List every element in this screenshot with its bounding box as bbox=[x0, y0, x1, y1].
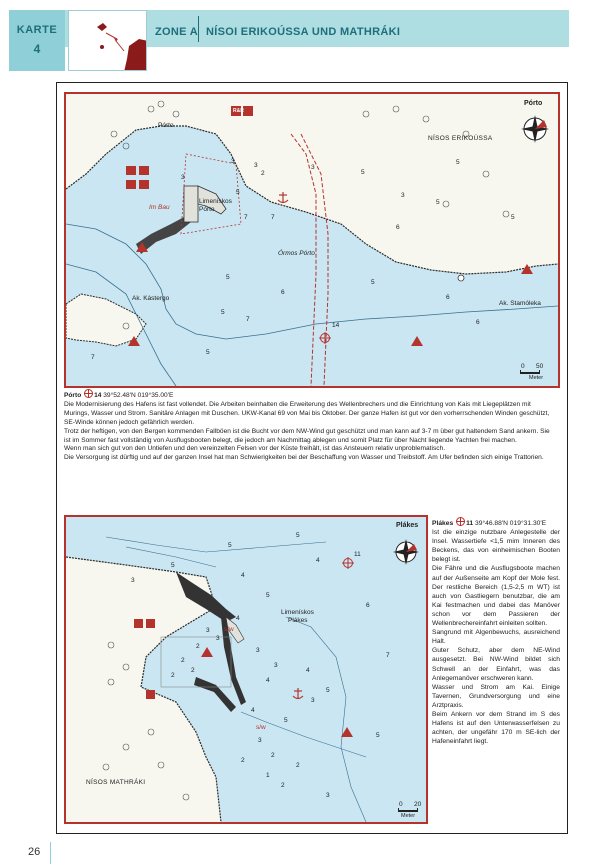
depth: 2 bbox=[171, 672, 175, 679]
plakes-harbour-map bbox=[64, 515, 428, 824]
depth: 2 bbox=[241, 757, 245, 764]
depth: 4 bbox=[316, 557, 320, 564]
depth: 5 bbox=[436, 199, 440, 206]
porto-text-para3: Wenn man sich gut von den Untiefen und den vereinzelten Felsen vor der Küste freihält, ist das Ansteuern relativ unproblematisch. bbox=[64, 445, 446, 453]
depth: 6 bbox=[366, 602, 370, 609]
label-im-bau: Im Bau bbox=[149, 204, 170, 211]
label-sign: R&R bbox=[233, 108, 244, 114]
karte-number: 4 bbox=[33, 42, 41, 56]
plakes-text-para5: Wasser und Strom am Kai. Einige Tavernen, Grundversorgung und eine Arztpraxis. bbox=[432, 683, 560, 709]
depth: 2 bbox=[261, 170, 265, 177]
depth: 7 bbox=[246, 316, 250, 323]
waypoint-icon bbox=[456, 517, 465, 526]
label-limeniskos-1: Limenískos bbox=[281, 609, 314, 616]
label-waypoint-11: 11 bbox=[354, 551, 361, 558]
page-number: 26 bbox=[28, 846, 41, 858]
depth: 5 bbox=[171, 562, 175, 569]
depth: 5 bbox=[266, 592, 270, 599]
porto-waypoint-number: 14 bbox=[94, 392, 102, 399]
karte-label: KARTE bbox=[16, 24, 58, 36]
depth: 6 bbox=[446, 294, 450, 301]
depth: 3 bbox=[254, 162, 258, 169]
plakes-text-para6: Beim Ankern vor dem Strand im S des Hafens ist auf den Unterwasserfelsen zu achten, der ungefähr 170 m SE-lich der Hafeneinfahrt liegt. bbox=[432, 710, 560, 746]
depth: 4 bbox=[306, 667, 310, 674]
label-ormos-porto: Órmos Pórto bbox=[278, 250, 315, 257]
depth: 4 bbox=[251, 707, 255, 714]
plakes-text-para2: Die Fähre und die Ausflugsboote machen auf der Außenseite am Kopf der Mole fest. Der restliche Bereich (1,5-2,5 m WT) ist auch von Gastliegern benutzbar, die am Kai festmachen und dabei das Manöver schon vor dem Passieren der Wellenbrechereinfahrt einleiten sollten. bbox=[432, 565, 560, 628]
depth: 3 bbox=[181, 174, 185, 181]
depth: 5 bbox=[376, 732, 380, 739]
label-limeniskos-1: Limenískos bbox=[199, 198, 232, 205]
plakes-caption-title: Plákes bbox=[432, 520, 454, 527]
depth: 3 bbox=[311, 697, 315, 704]
depth: 5 bbox=[456, 159, 460, 166]
depth: 3 bbox=[274, 662, 278, 669]
depth: 3 bbox=[216, 635, 220, 642]
label-porto-corner: Pórto bbox=[524, 100, 543, 107]
depth: 2 bbox=[191, 667, 195, 674]
scale-unit: Meter bbox=[401, 813, 416, 819]
zone-label: ZONE A bbox=[155, 26, 198, 38]
depth: 3 bbox=[206, 627, 210, 634]
depth: 2 bbox=[181, 657, 185, 664]
depth: 4 bbox=[236, 615, 240, 622]
depth: 5 bbox=[361, 169, 365, 176]
label-plakes-corner: Plákes bbox=[396, 522, 419, 529]
depth: 3 bbox=[231, 158, 235, 165]
depth: 5 bbox=[236, 189, 240, 196]
porto-coordinates: 39°52.48'N 019°35.00'E bbox=[103, 392, 174, 399]
porto-description bbox=[64, 389, 556, 463]
scale-zero: 0 bbox=[399, 801, 403, 808]
depth: 4 bbox=[241, 572, 245, 579]
plakes-text-para1: Ist die einzige nutzbare Anlegestelle der Insel. Wassertiefe <1,5 mim Inneren des Beckens, das von einheimischen Booten belegt ist. bbox=[432, 529, 560, 564]
depth: 1 bbox=[266, 772, 270, 779]
depth: 5 bbox=[511, 214, 515, 221]
depth: 2 bbox=[196, 643, 200, 650]
scale-twenty: 20 bbox=[414, 801, 422, 808]
plakes-text-para4: Guter Schutz, aber dem NE-Wind ausgesetzt. Bei NW-Wind bildet sich Schwell an der Einfahrt, was das Anlegemanöver erschweren kann. bbox=[432, 647, 560, 682]
depth: 3 bbox=[256, 647, 260, 654]
depth: 4 bbox=[266, 677, 270, 684]
label-porto-town: Pórto bbox=[158, 122, 174, 129]
depth: 3 bbox=[258, 737, 262, 744]
depth: 5 bbox=[326, 687, 330, 694]
label-waypoint-14: 14 bbox=[332, 322, 340, 329]
depth: 5 bbox=[221, 309, 225, 316]
depth: 3 bbox=[401, 192, 405, 199]
depth: 2 bbox=[271, 752, 275, 759]
waypoint-icon bbox=[84, 389, 93, 398]
chart-number-box bbox=[9, 10, 65, 71]
label-limeniskos-2: Pórto bbox=[199, 206, 215, 213]
porto-text-para2: Trotz der heftigen, von den Bergen kommenden Fallböen ist die Bucht vor dem NW-Wind gut geschützt und man kann auf 3-7 m über gut haltendem Sand ankern. Sie ist im Sommer fast vollständig von Ausflugsbooten belegt, die jedoch am Nachmittag ablegen und somit Platz für über Nacht liegende Yachten frei machen. bbox=[64, 427, 550, 444]
footer-divider bbox=[50, 842, 51, 864]
porto-caption-title: Pórto bbox=[64, 392, 82, 399]
depth: 7 bbox=[91, 354, 95, 361]
depth: 5 bbox=[371, 279, 375, 286]
depth: 5 bbox=[206, 349, 210, 356]
porto-harbour-map bbox=[64, 92, 560, 388]
region-title: NÍSOI ERIKOÚSSA UND MATHRÁKI bbox=[206, 26, 401, 38]
depth: 5 bbox=[228, 542, 232, 549]
depth: 3 bbox=[311, 164, 315, 171]
overview-thumbnail bbox=[68, 10, 147, 71]
depth: 5 bbox=[296, 532, 300, 539]
header-divider bbox=[198, 16, 199, 42]
plakes-text-para3: Sangrund mit Algenbewuchs, ausreichend Halt. bbox=[432, 629, 560, 646]
depth: 5 bbox=[284, 717, 288, 724]
scale-unit: Meter bbox=[529, 375, 544, 381]
label-island-mathraki: NÍSOS MATHRÁKI bbox=[86, 779, 146, 786]
scale-fifty: 50 bbox=[536, 363, 544, 370]
depth: 6 bbox=[281, 289, 285, 296]
depth: 3 bbox=[326, 792, 330, 799]
depth: 2 bbox=[281, 782, 285, 789]
depth: 7 bbox=[244, 214, 248, 221]
label-island-erikoussa: NÍSOS ERIKOÚSSA bbox=[428, 135, 493, 142]
depth: 3 bbox=[131, 577, 135, 584]
depth: 2 bbox=[296, 762, 300, 769]
depth: 7 bbox=[386, 652, 390, 659]
depth: 7 bbox=[271, 214, 275, 221]
depth: 5 bbox=[226, 274, 230, 281]
label-ak-stamoleka: Ak. Stamólekа bbox=[499, 300, 541, 307]
depth: 6 bbox=[476, 319, 480, 326]
label-sw-1: s/w bbox=[224, 626, 234, 633]
label-ak-kastergo: Ak. Kástergo bbox=[132, 295, 170, 302]
plakes-waypoint-number: 11 bbox=[466, 520, 474, 527]
label-sw-2: s/w bbox=[256, 724, 266, 731]
depth: 6 bbox=[396, 224, 400, 231]
label-limeniskos-2: Plákes bbox=[288, 617, 308, 624]
scale-zero: 0 bbox=[521, 363, 525, 370]
porto-text-para4: Die Versorgung ist dürftig und auf der ganzen Insel hat man Schwierigkeiten bei der Beschaffung von Wasser und Treibstoff. Am Ufer befinden sich einige Trattorien. bbox=[64, 454, 544, 462]
plakes-description bbox=[432, 517, 560, 746]
porto-text-para1: Die Modernisierung des Hafens ist fast vollendet. Die Arbeiten beinhalten die Erweiterung des Wellenbrechers und die Einrichtung von Kais mit Liegeplätzen mit Murings, Wasser und Strom. Sanitäre Anlagen mit Duschen. UKW-Kanal 69 von Mai bis Oktober. Der ganze Hafen ist gut vor den vorherrschenden Winden geschützt, SE-Winde können jedoch gefährlich werden. bbox=[64, 400, 550, 426]
plakes-coordinates: 39°46.88'N 019°31.30'E bbox=[475, 520, 547, 527]
